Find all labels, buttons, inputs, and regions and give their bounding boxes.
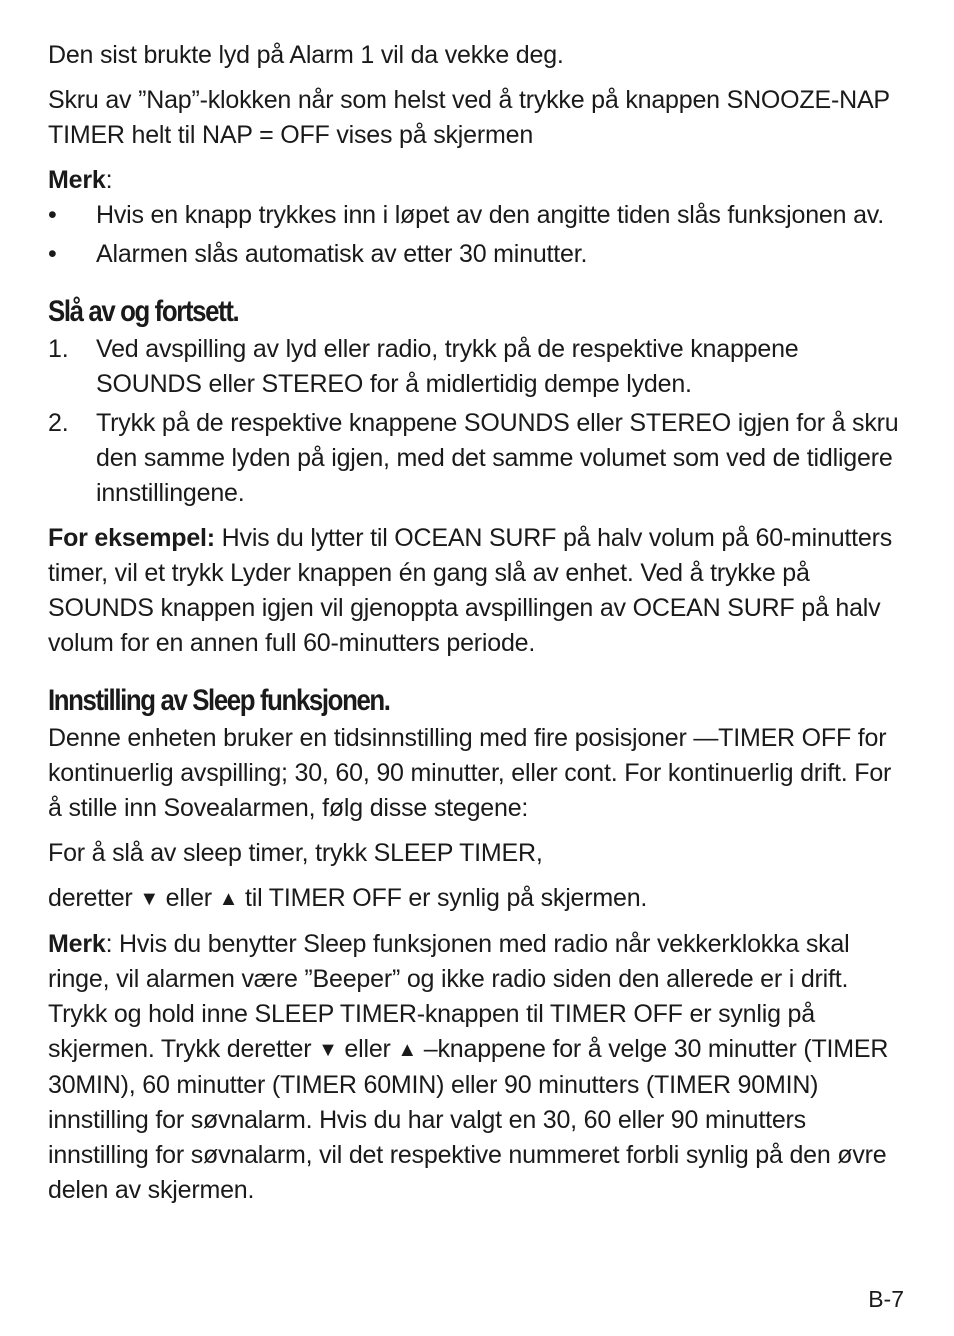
intro-line-1: Den sist brukte lyd på Alarm 1 vil da vekke deg. bbox=[48, 41, 564, 69]
pause-steps-list bbox=[48, 332, 910, 511]
page-number: B-7 bbox=[868, 1286, 904, 1312]
example-text: Hvis du lytter til OCEAN SURF på halv volum på 60-minutters timer, vil et trykk Lyder knappen én gang slå av enhet. Ved å trykke på SOUNDS knappen igjen vil gjenoppta avspillingen av OCEAN SURF på halv volum for en annen full 60-minutters periode. bbox=[48, 524, 893, 657]
step-text: Ved avspilling av lyd eller radio, trykk på de respektive knappene SOUNDS eller STEREO for å midlertidig dempe lyden. bbox=[96, 335, 799, 398]
example-label: For eksempel: bbox=[48, 524, 215, 552]
sleep-off-instruction: For å slå av sleep timer, trykk SLEEP TIMER, bbox=[48, 839, 543, 867]
example-paragraph bbox=[48, 521, 910, 661]
section-heading-pause: Slå av og fortsett. bbox=[48, 295, 239, 328]
up-arrow-icon: ▲ bbox=[397, 1039, 418, 1061]
step-number: 1. bbox=[48, 335, 69, 363]
instruction-text: deretter bbox=[48, 884, 140, 912]
note-label: Merk bbox=[48, 930, 106, 958]
note-label: Merk bbox=[48, 166, 106, 194]
note-text: eller bbox=[337, 1035, 398, 1063]
bullet-marker: • bbox=[48, 201, 57, 229]
bullet-item bbox=[48, 237, 910, 272]
down-arrow-icon: ▼ bbox=[139, 888, 159, 910]
bullet-marker: • bbox=[48, 240, 57, 268]
step-text: Trykk på de respektive knappene SOUNDS eller STEREO igjen for å skru den samme lyden på igjen, med det samme volumet som ved de tidligere innstillingene. bbox=[96, 409, 899, 507]
up-arrow-icon: ▲ bbox=[218, 888, 239, 910]
note-heading bbox=[48, 163, 910, 198]
step-item bbox=[48, 406, 910, 511]
instruction-text: til TIMER OFF er synlig på skjermen. bbox=[238, 884, 648, 912]
note-text: –knappene for å velge 30 minutter (TIMER 30MIN), 60 minutter (TIMER 60MIN) eller 90 minutters (TIMER 90MIN) innstilling for søvnalarm. Hvis du har valgt en 30, 60 eller 90 minutters innstilling for søvnalarm, vil det respektive nummeret forbli synlig på den øvre delen av skjermen. bbox=[48, 1035, 889, 1204]
note-bullet-list bbox=[48, 198, 910, 272]
step-number: 2. bbox=[48, 409, 69, 437]
note-text: : Hvis du benytter Sleep funksjonen med radio når vekkerklokka skal ringe, vil alarmen være ”Beeper” og ikke radio siden den allerede er i drift. Trykk og hold inne SLEEP TIMER-knappen til TIMER OFF er synlig på skjermen. Trykk deretter bbox=[48, 930, 850, 1063]
sleep-intro-paragraph: Denne enheten bruker en tidsinnstilling med fire posisjoner —TIMER OFF for kontinuerlig avspilling; 30, 60, 90 minutter, eller cont. For kontinuerlig drift. For å stille inn Sovealarmen, følg disse stegene: bbox=[48, 724, 892, 822]
bullet-item bbox=[48, 198, 910, 233]
sleep-off-instruction-cont bbox=[48, 881, 910, 917]
note-colon: : bbox=[105, 166, 113, 194]
intro-line-2: Skru av ”Nap”-klokken når som helst ved å trykke på knappen SNOOZE-NAP TIMER helt til NAP = OFF vises på skjermen bbox=[48, 86, 890, 149]
bullet-text: Hvis en knapp trykkes inn i løpet av den angitte tiden slås funksjonen av. bbox=[96, 201, 884, 229]
document-page bbox=[48, 38, 910, 1208]
bullet-text: Alarmen slås automatisk av etter 30 minutter. bbox=[96, 240, 588, 268]
section-heading-sleep: Innstilling av Sleep funksjonen. bbox=[48, 684, 390, 717]
sleep-note-paragraph bbox=[48, 927, 910, 1208]
instruction-text: eller bbox=[158, 884, 219, 912]
step-item bbox=[48, 332, 910, 402]
down-arrow-icon: ▼ bbox=[318, 1039, 338, 1061]
